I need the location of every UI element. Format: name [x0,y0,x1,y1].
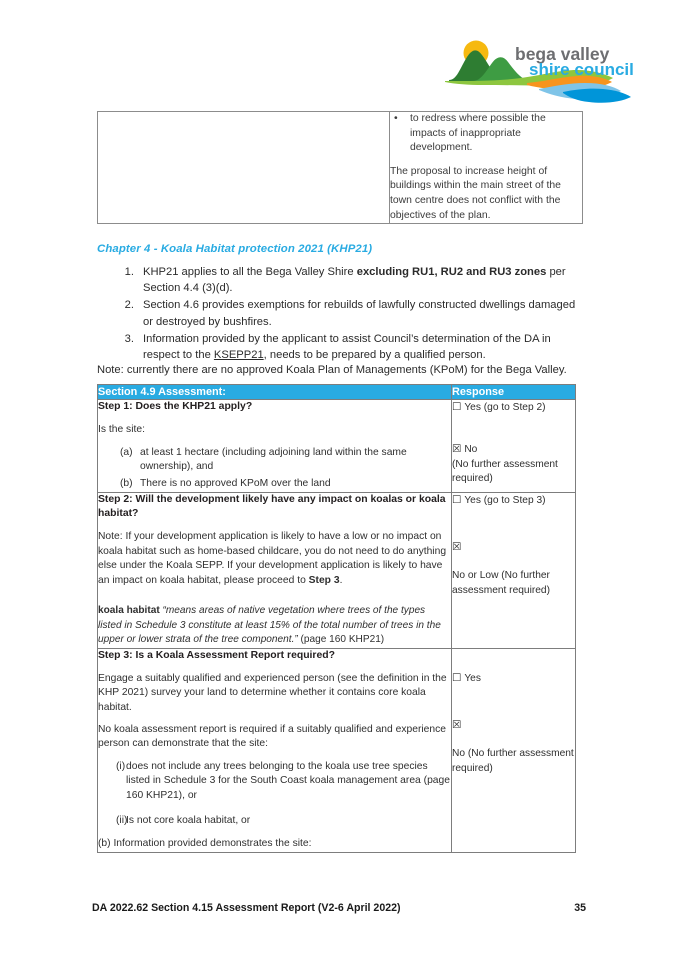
list-item-text: Section 4.6 provides exemptions for rebuilds of lawfully constructed dwellings damaged or destroyed by bushfires. [143,299,576,328]
sub-list-item-marker: (a) [120,446,133,458]
list-item-marker: 1. [124,266,134,278]
list-item-text-after: , needs to be prepared by a qualified person. [263,349,486,362]
section-4-9-assessment-table [97,384,576,853]
list-item-text-before: Information provided by the applicant to assist Council’s determination of the DA in respect to the [143,332,551,362]
spacer [452,649,575,671]
step-1-option-no[interactable] [452,442,575,458]
footer-page-number: 35 [574,902,586,914]
list-item [97,264,581,296]
sub-list-item [98,477,451,492]
step-2-note-bold: Step 3 [308,574,340,586]
bega-valley-shire-council-logo [443,34,635,108]
step-1-content [98,400,452,493]
table-header-row [98,385,576,400]
step-2-option-yes[interactable] [452,493,575,509]
definition-citation: (page 160 KHP21) [297,634,385,646]
table-row-step-1 [98,400,576,493]
definition-term: koala habitat [98,605,160,617]
step-2-title: Step 2: Will the development likely have any impact on koalas or koala habitat? [98,493,446,519]
bullet-item [390,112,582,156]
list-item-text-before: KHP21 applies to all the Bega Valley Shire [143,266,357,278]
step-3-response [452,648,576,852]
step-1-title: Step 1: Does the KHP21 apply? [98,401,253,412]
bullet-point-icon: • [394,113,398,124]
sub-list-item-marker: (i) [116,760,126,772]
spacer [452,508,575,540]
logo-line1: bega valley [515,44,610,64]
list-item-marker: 2. [124,299,134,312]
step-2-note-before: Note: If your development application is likely to have a low or no impact on koala habitat such as home-based childcare, you do not need to do anything else under the Koala SEPP. If your development application is likely to have an impact on koala habitat, please proceed to [98,530,447,586]
logo-line2: shire council [529,60,634,79]
checkbox-unchecked-icon[interactable]: ☐ [452,493,462,506]
definition-quote: “means areas of native vegetation where trees of the types listed in Schedule 3 constitute at least 15% of the total number of trees in the upper or lower strata of the tree component.” [98,605,441,646]
sub-list-item-marker: (ii) [116,814,128,826]
bullet-item-text: to redress where possible the impacts of inappropriate development. [410,113,546,154]
step-3-content [98,648,452,852]
step-1-sub-list [98,446,451,492]
step-3-option-yes[interactable] [452,671,575,687]
table-row-step-3 [98,648,576,852]
step-2-note-after: . [339,574,343,586]
page-footer [92,902,586,914]
list-item [97,297,581,329]
spacer [452,686,575,718]
list-item-text [143,264,581,296]
checkbox-unchecked-icon[interactable]: ☐ [452,401,462,413]
step-1-response [452,400,576,493]
footer-document-title: DA 2022.62 Section 4.15 Assessment Report (V2-6 April 2022) [92,902,401,914]
koala-habitat-definition [98,604,451,647]
khp21-numbered-list [97,264,581,364]
step-3-option-no-checkbox[interactable] [452,718,575,734]
step-1-option-no-note: (No further assessment required) [452,458,558,485]
step-1-intro: Is the site: [98,424,145,436]
spacer [452,416,575,442]
step-3-para-3: (b) Information provided demonstrates the site: [98,838,312,850]
sub-list-item [98,760,451,804]
step-2-option-no-checkbox[interactable] [452,540,575,556]
step-2-content [98,492,452,648]
table-row-step-2 [98,492,576,648]
checkbox-checked-icon[interactable]: ☒ [452,541,462,554]
spacer [452,556,575,569]
sub-list-item-text: There is no approved KPoM over the land [140,477,331,489]
top-table-right-cell [390,112,583,224]
step-3-sub-list [98,760,451,828]
blue-wave-shape [563,89,631,103]
step-2-response [452,492,576,648]
checkbox-unchecked-icon[interactable]: ☐ [452,671,462,684]
list-item-text [143,331,581,363]
step-3-title: Step 3: Is a Koala Assessment Report required? [98,649,335,661]
list-item-marker: 3. [124,332,134,345]
logo-graphic [443,34,635,108]
step-2-option-no-note: No or Low (No further assessment required) [452,570,550,596]
kpom-note: Note: currently there are no approved Koala Plan of Managements (KPoM) for the Bega Valley. [97,364,567,376]
list-item [97,331,581,363]
step-3-option-yes-label: Yes [464,672,481,684]
list-item-bold: excluding RU1, RU2 and RU3 zones [356,266,547,278]
step-3-para-1: Engage a suitably qualified and experienced person (see the definition in the KHP 2021) survey your land to determine whether it contains core koala habitat. [98,672,447,713]
table-row [98,112,583,224]
ksepp21-link[interactable]: KSEPP21 [213,349,264,362]
step-1-option-no-label: No [464,443,478,455]
sub-list-item [98,814,451,829]
step-1-option-yes-label: Yes (go to Step 2) [464,402,546,413]
table-header-response: Response [452,385,576,400]
step-1-option-yes[interactable] [452,400,575,416]
sub-list-item-text: does not include any trees belonging to the koala use tree species listed in Schedule 3 for the South Coast koala management area (page 160 KHP21), or [126,760,450,801]
list-item-text-after: per Section 4.4 (3)(d). [143,266,566,295]
chapter-heading: Chapter 4 - Koala Habitat protection 2021 (KHP21) [97,243,373,255]
step-3-option-no-note: No (No further assessment required) [452,748,574,774]
proposal-paragraph: The proposal to increase height of buildings within the main street of the town centre does not conflict with the objectives of the plan. [390,165,561,221]
step-2-option-yes-label: Yes (go to Step 3) [464,494,546,506]
objectives-table [97,111,583,224]
spacer [452,734,575,747]
step-3-para-2: No koala assessment report is required if a suitably qualified and experience person can demonstrate that the site: [98,723,446,750]
checkbox-checked-icon[interactable]: ☒ [452,442,462,455]
sub-list-item-text: Is not core koala habitat, or [126,814,251,826]
step-2-note [98,530,451,588]
sub-list-item-marker: (b) [120,477,133,489]
checkbox-checked-icon[interactable]: ☒ [452,719,462,732]
top-table-left-cell [98,112,390,224]
sub-list-item-text: at least 1 hectare (including adjoining land within the same ownership), and [140,446,407,473]
table-header-assessment: Section 4.9 Assessment: [98,385,452,400]
sub-list-item [98,446,451,475]
